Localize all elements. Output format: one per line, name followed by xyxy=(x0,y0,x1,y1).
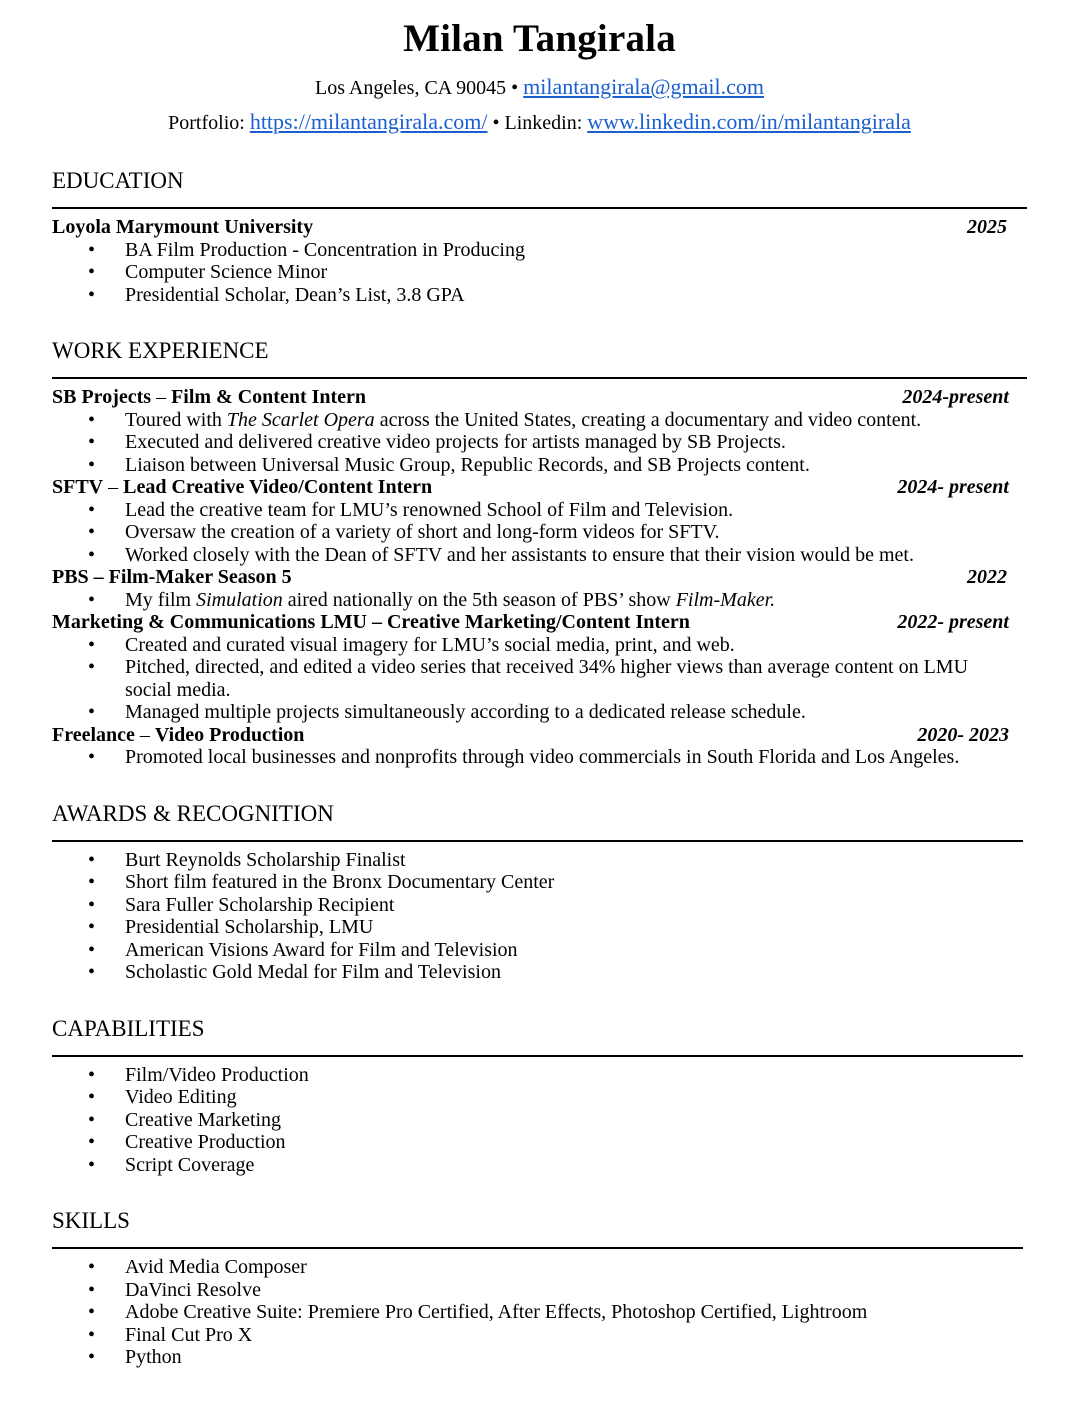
job-date: 2020- 2023 xyxy=(917,723,1009,746)
list-item: • Presidential Scholar, Dean’s List, 3.8 GPA xyxy=(52,284,985,307)
job-header xyxy=(52,476,1027,499)
job-org: PBS – Film-Maker Season 5 xyxy=(52,566,292,588)
awards-list xyxy=(52,849,1027,984)
job-role: Lead Creative Video/Content Intern xyxy=(123,476,433,498)
education-divider xyxy=(52,207,1027,209)
resume-page xyxy=(52,0,1027,1369)
work-divider xyxy=(52,377,1027,379)
education-entry-header xyxy=(52,216,1027,239)
portfolio-link[interactable]: https://milantangirala.com/ xyxy=(249,109,488,134)
capabilities-heading: CAPABILITIES xyxy=(52,1015,205,1041)
work-heading: WORK EXPERIENCE xyxy=(52,338,269,363)
list-item: • DaVinci Resolve xyxy=(52,1279,985,1302)
education-date: 2025 xyxy=(967,216,1007,238)
separator-dot: • xyxy=(511,77,519,99)
list-item: • Burt Reynolds Scholarship Finalist xyxy=(52,849,985,872)
list-item: • Presidential Scholarship, LMU xyxy=(52,916,985,939)
list-item: • BA Film Production - Concentration in Producing xyxy=(52,239,985,262)
education-heading: EDUCATION xyxy=(52,168,184,193)
work-entries xyxy=(52,386,1027,769)
portfolio-label: Portfolio: xyxy=(168,112,245,134)
list-item: • Final Cut Pro X xyxy=(52,1324,985,1347)
list-item: • Creative Marketing xyxy=(52,1109,985,1132)
list-item: • Liaison between Universal Music Group, Republic Records, and SB Projects content. xyxy=(52,454,995,477)
list-item: • Oversaw the creation of a variety of short and long-form videos for SFTV. xyxy=(52,521,995,544)
list-item: • Lead the creative team for LMU’s renowned School of Film and Television. xyxy=(52,499,995,522)
linkedin-link[interactable]: www.linkedin.com/in/milantangirala xyxy=(587,109,911,134)
list-item: • Executed and delivered creative video projects for artists managed by SB Projects. xyxy=(52,431,995,454)
job-dash: – xyxy=(134,723,155,746)
list-item: • Worked closely with the Dean of SFTV and her assistants to ensure that their vision would be met. xyxy=(52,544,995,567)
contact-line-1 xyxy=(52,70,1027,105)
list-item: • American Visions Award for Film and Television xyxy=(52,939,985,962)
skills-list xyxy=(52,1256,1027,1369)
job-dash: – xyxy=(103,476,124,498)
list-item: • Avid Media Composer xyxy=(52,1256,985,1279)
list-item: • Video Editing xyxy=(52,1086,985,1109)
job-bullets xyxy=(52,634,1027,724)
awards-heading: AWARDS & RECOGNITION xyxy=(52,800,334,826)
list-item: • Adobe Creative Suite: Premiere Pro Certified, After Effects, Photoshop Certified, Lightroom xyxy=(52,1301,985,1324)
job-header xyxy=(52,611,1027,634)
job-header xyxy=(52,386,1027,409)
capabilities-divider xyxy=(52,1055,1023,1057)
job-bullets xyxy=(52,499,1027,567)
skills-divider xyxy=(52,1247,1023,1249)
email-link[interactable]: milantangirala@gmail.com xyxy=(523,74,764,99)
awards-divider xyxy=(52,840,1023,842)
location-text: Los Angeles, CA 90045 xyxy=(315,77,507,99)
job-org: Marketing & Communications LMU – Creative Marketing/Content Intern xyxy=(52,611,690,633)
list-item: • Python xyxy=(52,1346,985,1369)
job-date: 2022 xyxy=(967,566,1007,588)
list-item: • Created and curated visual imagery for LMU’s social media, print, and web. xyxy=(52,634,995,657)
job-bullets xyxy=(52,746,1027,769)
list-item: • Film/Video Production xyxy=(52,1064,985,1087)
capabilities-list xyxy=(52,1064,1027,1177)
list-item: • Scholastic Gold Medal for Film and Television xyxy=(52,961,985,984)
job-bullets xyxy=(52,589,1027,612)
list-item: • Managed multiple projects simultaneously according to a dedicated release schedule. xyxy=(52,701,995,724)
list-item: • Short film featured in the Bronx Documentary Center xyxy=(52,871,985,894)
job-date: 2024-present xyxy=(902,386,1009,408)
list-item: • Creative Production xyxy=(52,1131,985,1154)
job-header xyxy=(52,724,1027,747)
job-org: Freelance xyxy=(52,723,135,746)
job-date: 2024- present xyxy=(897,476,1009,498)
contact-line-2 xyxy=(52,105,1027,140)
job-org: SB Projects xyxy=(52,386,152,408)
list-item: • Promoted local businesses and nonprofits through video commercials in South Florida and Los Angeles. xyxy=(52,746,995,769)
education-list xyxy=(52,239,1027,307)
list-item: • Script Coverage xyxy=(52,1154,985,1177)
list-item: • Sara Fuller Scholarship Recipient xyxy=(52,894,985,917)
resume-name: Milan Tangirala xyxy=(403,17,676,60)
job-org: SFTV xyxy=(52,476,104,498)
job-date: 2022- present xyxy=(897,611,1009,633)
list-item: • My film Simulation aired nationally on the 5th season of PBS’ show Film-Maker. xyxy=(52,589,995,612)
job-role: Film & Content Intern xyxy=(171,386,367,408)
job-header xyxy=(52,566,1027,589)
list-item: • Computer Science Minor xyxy=(52,261,985,284)
job-role: Video Production xyxy=(154,723,305,746)
job-bullets xyxy=(52,409,1027,477)
list-item: • Pitched, directed, and edited a video series that received 34% higher views than average content on LMU social media. xyxy=(52,656,995,701)
list-item: • Toured with The Scarlet Opera across the United States, creating a documentary and video content. xyxy=(52,409,995,432)
job-dash: – xyxy=(151,386,172,408)
linkedin-label: • Linkedin: xyxy=(492,112,583,134)
school-name: Loyola Marymount University xyxy=(52,216,314,238)
skills-heading: SKILLS xyxy=(52,1208,130,1233)
